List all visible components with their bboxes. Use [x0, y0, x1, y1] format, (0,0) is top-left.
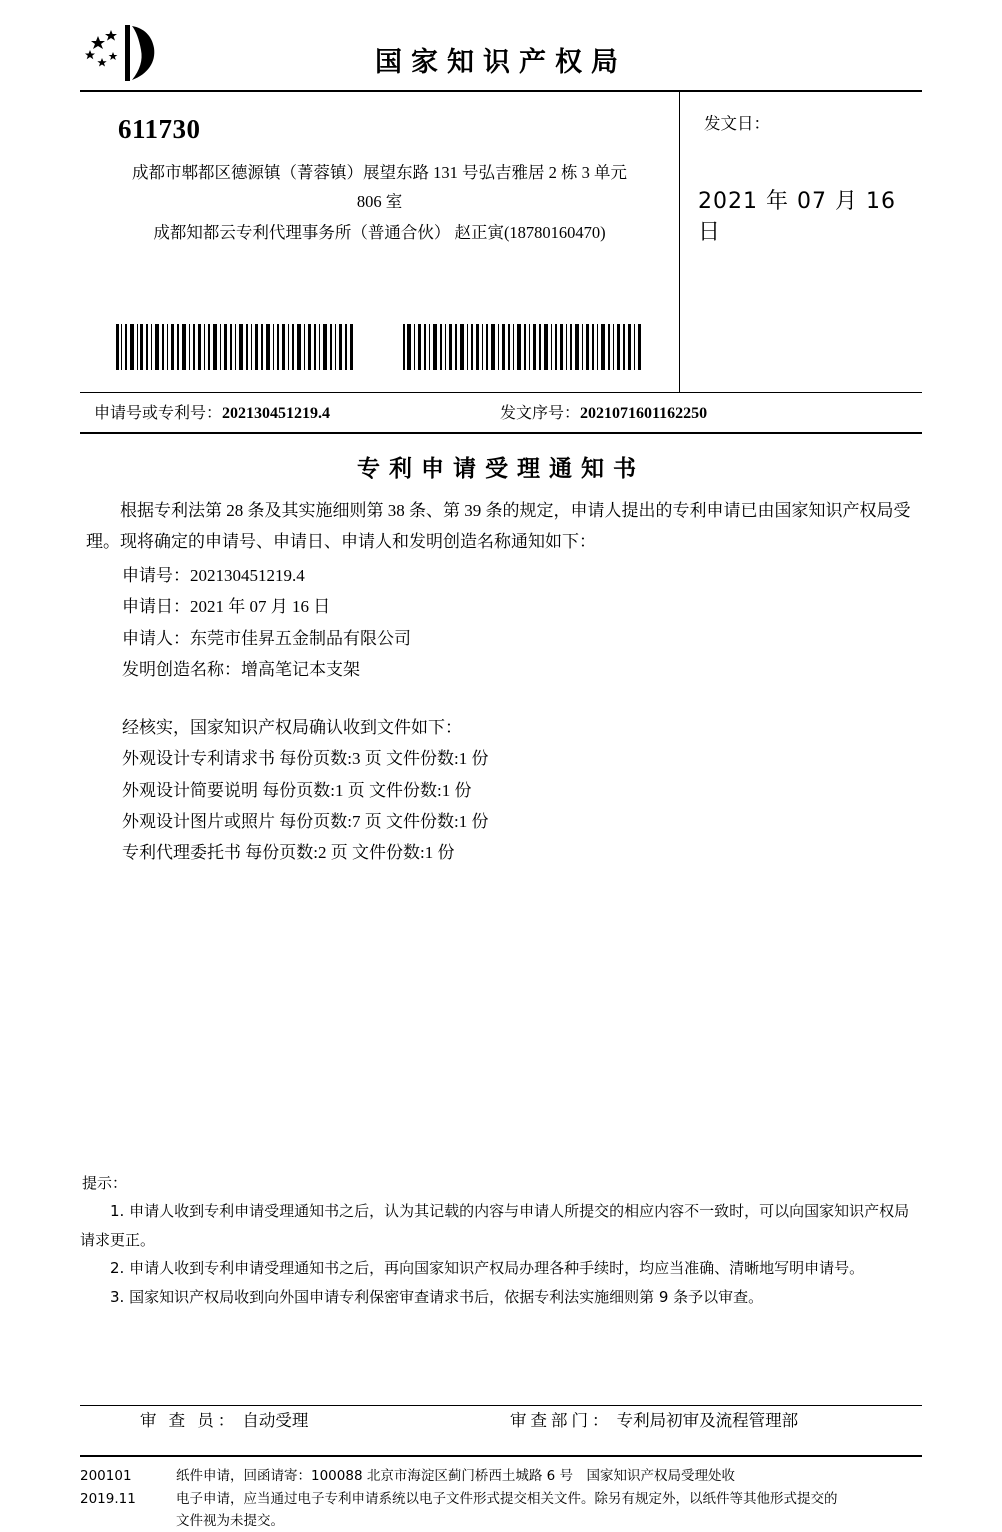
- application-fields: [86, 560, 916, 686]
- serial-number-value: 2021071601162250: [580, 405, 708, 422]
- document-sheet: [80, 18, 922, 1532]
- send-date-label: 发文日：: [704, 114, 770, 133]
- examiner-field: [80, 1407, 450, 1431]
- footer-line-2: 电子申请，应当通过电子专利申请系统以电子文件形式提交相关文件。除另有规定外，以纸件等其他形式提交的: [176, 1490, 838, 1507]
- tips-item: 2. 申请人收到专利申请受理通知书之后，再向国家知识产权局办理各种手续时，均应当准确、清晰地写明申请号。: [110, 1259, 865, 1278]
- send-date-box: [680, 92, 922, 392]
- barcode-left: [116, 324, 356, 370]
- document-item: 外观设计图片或照片 每份页数:7 页 文件份数:1 份: [122, 811, 489, 831]
- document-item: 外观设计简要说明 每份页数:1 页 文件份数:1 份: [122, 780, 472, 800]
- page-bottom-rule: [80, 1405, 922, 1406]
- notice-body: [80, 495, 922, 869]
- department-field: [450, 1407, 922, 1431]
- field-application-number: 申请号：202130451219.4: [122, 565, 305, 585]
- footer-line-1: 纸件申请，回函请寄：100088 北京市海淀区蓟门桥西土城路 6 号 国家知识产权局受理处收: [176, 1468, 735, 1485]
- department-label: 审查部门：: [510, 1411, 613, 1431]
- address-line-2: 806 室: [356, 191, 403, 211]
- signature-section: [80, 1407, 922, 1455]
- tips-item: 3. 国家知识产权局收到向外国申请专利保密审查请求书后，依据专利法实施细则第 9 条予以审查。: [110, 1287, 764, 1306]
- application-number-label: 申请号或专利号：: [94, 405, 223, 422]
- address-and-date-section: [80, 92, 922, 393]
- recipient-address: [90, 159, 669, 217]
- field-invention-title: 发明创造名称：增高笔记本支架: [122, 660, 360, 680]
- document-item: 专利代理委托书 每份页数:2 页 文件份数:1 份: [122, 843, 455, 863]
- serial-number-field: [500, 400, 922, 423]
- footer-line-3: 文件视为未提交。: [176, 1512, 284, 1529]
- agent-line: 成都知都云专利代理事务所（普通合伙） 赵正寅(18780160470): [153, 222, 606, 242]
- page-title: 国家知识产权局: [375, 47, 627, 77]
- number-row: [80, 393, 922, 434]
- document-footer: [80, 1455, 922, 1532]
- tips-item: 1. 申请人收到专利申请受理通知书之后，认为其记载的内容与申请人所提交的相应内容不一致时，可以向国家知识产权局请求更正。: [80, 1202, 910, 1249]
- address-line-1: 成都市郫都区德源镇（菁蓉镇）展望东路 131 号弘吉雅居 2 栋 3 单元: [132, 163, 627, 182]
- received-intro: 经核实，国家知识产权局确认收到文件如下：: [122, 717, 462, 737]
- department-value: 专利局初审及流程管理部: [616, 1411, 799, 1431]
- field-applicant: 申请人：东莞市佳昇五金制品有限公司: [122, 628, 411, 648]
- document-number: 611730: [118, 114, 201, 144]
- examiner-value: 自动受理: [242, 1411, 309, 1431]
- document-item: 外观设计专利请求书 每份页数:3 页 文件份数:1 份: [122, 749, 489, 769]
- send-date-value: 2021 年 07 月 16 日: [698, 189, 896, 245]
- tips-section: [80, 1169, 922, 1312]
- address-block: [80, 92, 680, 392]
- document-header: [80, 18, 922, 92]
- body-paragraph-1: 根据专利法第 28 条及其实施细则第 38 条、第 39 条的规定，申请人提出的专利申请已由国家知识产权局受理。现将确定的申请号、申请日、申请人和发明创造名称通知如下：: [86, 501, 911, 552]
- footer-text: [176, 1465, 922, 1532]
- footer-form-code: 200101: [80, 1468, 132, 1485]
- application-number-value: 202130451219.4: [222, 405, 331, 422]
- field-application-date: 申请日：2021 年 07 月 16 日: [122, 597, 331, 617]
- tips-heading: 提示：: [82, 1173, 128, 1192]
- cnipa-logo-icon: [80, 22, 172, 84]
- serial-number-label: 发文序号：: [500, 405, 581, 422]
- footer-codes: [80, 1465, 176, 1532]
- notice-title: 专利申请受理通知书: [357, 456, 645, 481]
- body-spacer: [86, 686, 916, 712]
- received-documents: [86, 712, 916, 869]
- examiner-label: 审 查 员：: [140, 1411, 239, 1431]
- application-number-field: [80, 400, 500, 423]
- footer-version-code: 2019.11: [80, 1490, 136, 1507]
- barcode-right: [403, 324, 643, 370]
- barcode-group: [80, 324, 679, 370]
